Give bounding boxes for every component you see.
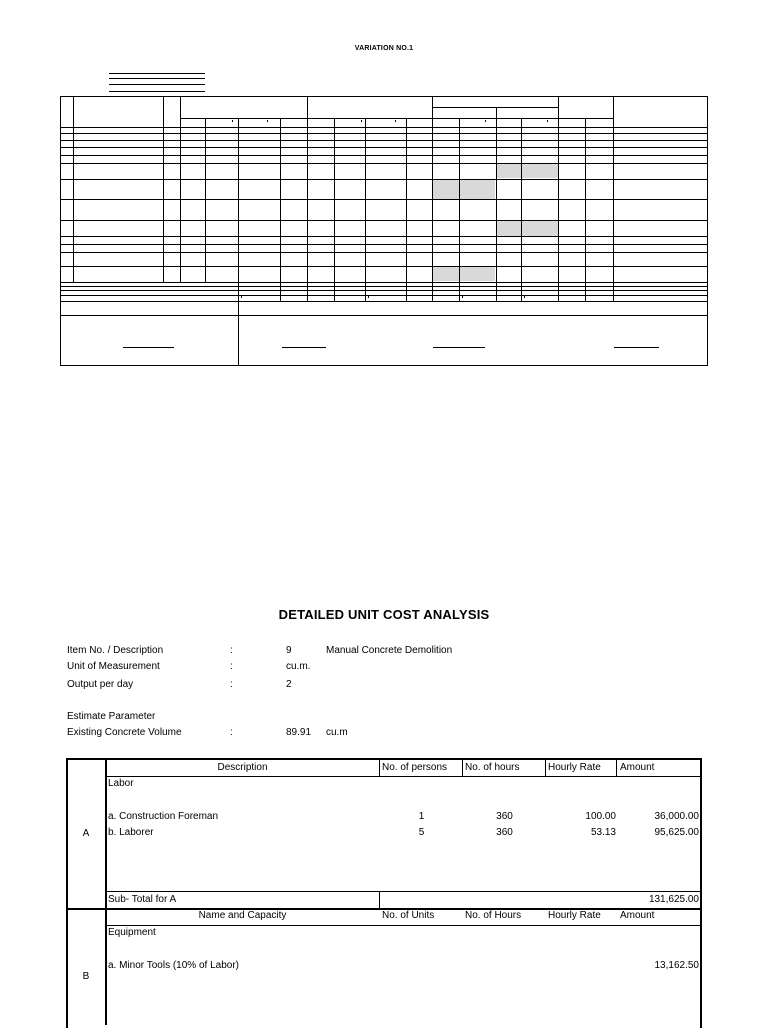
header-hours: No. of hours	[465, 762, 520, 773]
row-rate: 100.00	[585, 811, 616, 822]
row-persons: 1	[418, 811, 425, 822]
item-sep: :	[230, 645, 233, 656]
header-name-capacity: Name and Capacity	[198, 910, 287, 921]
row-rate: 53.13	[590, 827, 616, 838]
row-amount: 13,162.50	[654, 960, 699, 971]
analysis-title: DETAILED UNIT COST ANALYSIS	[278, 607, 490, 622]
variation-title: VARIATION NO.1	[354, 45, 414, 52]
row-hours: 360	[496, 811, 513, 822]
row-amount: 95,625.00	[654, 827, 699, 838]
row-description: b. Laborer	[108, 827, 154, 838]
header-rate-b: Hourly Rate	[548, 910, 601, 921]
existing-volume-label: Existing Concrete Volume	[67, 727, 182, 738]
subtotal-a-label: Sub- Total for A	[108, 894, 177, 905]
header-units: No. of Units	[382, 910, 435, 921]
output-value: 2	[286, 679, 292, 690]
item-description: Manual Concrete Demolition	[326, 645, 453, 656]
existing-volume-unit: cu.m	[326, 727, 348, 738]
row-description: a. Construction Foreman	[108, 811, 219, 822]
row-amount: 36,000.00	[654, 811, 699, 822]
item-value: 9	[286, 645, 292, 656]
header-persons: No. of persons	[382, 762, 448, 773]
unit-label: Unit of Measurement	[67, 661, 160, 672]
header-amount-b: Amount	[620, 910, 655, 921]
row-persons: 5	[418, 827, 425, 838]
row-description: a. Minor Tools (10% of Labor)	[108, 960, 239, 971]
existing-volume-sep: :	[230, 727, 233, 738]
header-description: Description	[217, 762, 268, 773]
output-label: Output per day	[67, 679, 134, 690]
estimate-parameter-label: Estimate Parameter	[67, 711, 156, 722]
item-label: Item No. / Description	[67, 645, 164, 656]
section-a-letter: A	[82, 828, 90, 839]
existing-volume-value: 89.91	[286, 727, 312, 738]
unit-value: cu.m.	[286, 661, 311, 672]
unit-sep: :	[230, 661, 233, 672]
equipment-group-label: Equipment	[108, 927, 156, 938]
labor-group-label: Labor	[108, 778, 134, 789]
header-hours-b: No. of Hours	[465, 910, 522, 921]
output-sep: :	[230, 679, 233, 690]
subtotal-a-value: 131,625.00	[648, 894, 699, 905]
section-b-letter: B	[82, 971, 90, 982]
header-rate: Hourly Rate	[548, 762, 601, 773]
row-hours: 360	[496, 827, 513, 838]
header-amount: Amount	[620, 762, 655, 773]
